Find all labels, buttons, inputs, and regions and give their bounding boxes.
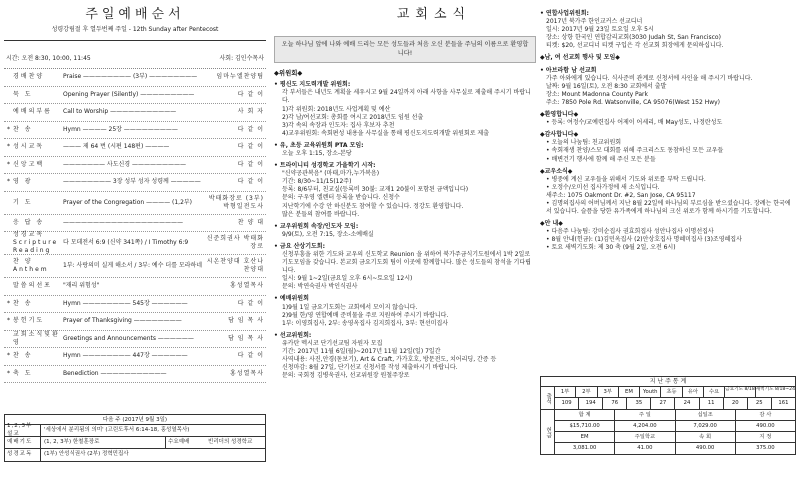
order-item-desc: Praise ———————— (3부) ————————: [63, 73, 198, 81]
attendance-value: 109: [555, 398, 579, 409]
offering-cell: EM: [555, 432, 615, 442]
welcome-banner: 오늘 하나님 앞에 나와 예배 드리는 모든 성도들과 처음 오신 분들을 주님의 이름으로 환영합니다!: [274, 36, 536, 63]
attendance-header: EM: [619, 387, 640, 397]
offering-cell: 지 정: [759, 434, 772, 440]
order-row: [4, 296, 266, 314]
news-item-line: "신약공관복음" (마태,마가,누가복음): [282, 170, 380, 178]
order-item-leader: 다 같 이: [237, 178, 264, 186]
offering-cell: 490.00: [756, 423, 775, 429]
attendance-header: 유아: [683, 387, 704, 397]
order-row: [4, 69, 266, 87]
next-week-row: [5, 425, 265, 437]
news-title: 교회소식: [396, 7, 472, 22]
order-item-name: 축 도: [13, 369, 33, 377]
news-item-line: 티켓: $20, 선교디너 티켓 구입은 각 선교회 회장에게 문의하십니다.: [546, 42, 724, 50]
order-item-name: 신앙고백: [13, 160, 45, 168]
attendance-value: 161: [778, 400, 789, 406]
order-item-desc: Opening Prayer (Silently) —————————: [63, 90, 195, 98]
order-item-desc: Greetings and Announcements ——————: [63, 334, 194, 342]
news-item-line: 유카탄 멕시코 단기선교팀 자원자 모집: [282, 339, 383, 347]
news-item-line: 문의: 국회정 김병욱권사, 선교위원장 원철주장로: [282, 372, 410, 380]
order-row: [4, 174, 266, 192]
order-list: [4, 68, 266, 383]
attendance-header: Youth: [640, 387, 661, 397]
order-item-leader: 다 같 이: [237, 125, 264, 133]
attendance-value: 20: [724, 398, 748, 409]
order-item-desc: "재리 위험성": [63, 282, 100, 290]
order-item-name: 기 도: [13, 198, 33, 206]
offering-row: [555, 432, 795, 443]
offering-cell: 십일조: [676, 410, 736, 420]
offering-cell: 490.00: [676, 443, 736, 454]
news-item: [540, 67, 796, 107]
order-item-name: 성경교독 Scripture Reading: [13, 231, 59, 255]
news-item-line: 주소: 7850 Pole Rd. Watsonville, CA 95076(West 152 Hwy): [546, 98, 721, 106]
offering-cell: $15,710.00: [555, 421, 615, 431]
offering-row: [555, 410, 795, 421]
news-item-line: 오늘 오후 1:15, 장소-본당: [282, 149, 352, 157]
order-item-name: 찬 송: [13, 125, 33, 133]
order-item-name: 응 답 송: [13, 218, 45, 226]
order-row: [4, 255, 266, 278]
order-item-desc: ——— 제 64 번 (시편 148편) ————: [63, 143, 170, 151]
order-item-name: 말씀의선포: [13, 282, 52, 290]
news-item-line: 많은 분들의 참여를 바랍니다.: [282, 210, 360, 218]
next-week-value: (1부) 안성식권사 (2부) 정혁민집사: [44, 451, 129, 458]
news-item-heading: • 금요 산상기도회:: [274, 242, 325, 250]
news-item-line: 지난학기에 수강 안 하신분도 참여할 수 있습니다. 정강도 환영합니다.: [282, 202, 464, 210]
offering-cell: 합 계: [555, 410, 615, 420]
news-item-line: • 속회재생 찬양/스모 대회를 위해 주크리스도 동참하신 모든 교우들: [546, 147, 724, 155]
attendance-value: 11: [700, 398, 724, 409]
attendance-value: 194: [579, 398, 603, 409]
news-item-line: • 병중에 계신 교우들을 위해서 기도와 위로를 부탁 드립니다.: [546, 175, 706, 183]
committee-heading: ◆위원회◆: [274, 68, 303, 77]
news-item-line: 9/9(토), 오전 7:15, 장소-소예배실: [282, 230, 374, 238]
news-item-line: 각 부서들은 내년도 계획을 세우시고 9월 24일까지 아래 사항을 사무실로 제출해 주시기 바랍니다.: [282, 89, 531, 105]
order-item-name: 찬 양 Anthem: [13, 258, 49, 274]
news-item-line: • 토요 새벽기도회: 제 30 축 (9월 2일, 오전 6시): [546, 244, 676, 252]
order-row: [4, 122, 266, 140]
news-item-line: 사역내용: 사진,안경(돋보기), Art & Craft, 가가호호, 방문전도, 치어리딩, 간증 등: [282, 356, 497, 364]
order-item-name: 묵 도: [13, 90, 33, 98]
stats-head: 지 난 주 통 계: [541, 377, 795, 387]
order-row: [4, 215, 266, 233]
standing-mark: *: [7, 369, 10, 377]
order-row: [4, 139, 266, 157]
news-item-line: • 다음주 나눔팀: 강미순집사 권효희집사 성안나집사 이명선집사: [546, 228, 714, 236]
news-item-line: • 오정수/오미선 집사가정에 새 소식입니다.: [546, 183, 660, 191]
order-item-name: 성시교독: [13, 143, 45, 151]
order-row: [4, 278, 266, 296]
offering-cell: 감 사: [759, 412, 772, 418]
offering-cell: 3,081.00: [555, 443, 615, 454]
standing-mark: *: [7, 160, 10, 168]
offering-row: [555, 443, 795, 454]
worship-subtitle: 성령강림절 후 열두번째 주일 - 12th Sunday after Pentecost: [4, 26, 266, 41]
news-item-line: 2017년 북가주 한인교커스 선교디너: [546, 18, 643, 26]
standing-mark: *: [7, 352, 10, 360]
order-item-name: 영 광: [13, 178, 33, 186]
order-item-desc: ————————————————————: [63, 218, 183, 226]
next-week-row: [5, 437, 265, 449]
news-item-heading: • 아브라함 남 선교회: [540, 66, 597, 74]
news-item-heading: • 연합사업위원회:: [540, 10, 589, 17]
order-item-name: 예배의부름: [13, 108, 52, 116]
next-week-value-2: 빈리더의 성경학교: [208, 438, 253, 445]
attendance-header: 수요: [704, 387, 725, 397]
news-item: [274, 81, 536, 138]
news-item-line: 문의: 박연숙권사 박인식권사: [282, 283, 358, 291]
news-item-line: 신청부흥을 위한 기도와 교우의 신도학교 Reunion 을 위하여 북가주금식기도원에서 1박 2일로 기도모임을 갖습니다. 본교회 금요기도회 팀이 이곳에 함께합니다. 많은 성도들의 참석을 기다립니다.: [282, 251, 531, 275]
offering-cell: 주 일: [615, 410, 675, 420]
next-week-row: [5, 449, 265, 461]
order-item-leader: 임마누엘찬양팀: [216, 73, 264, 81]
order-row: [4, 192, 266, 215]
standing-mark: *: [7, 317, 10, 325]
order-item-leader: 찬 양 대: [237, 218, 264, 226]
news-item-heading: ◆교우소식◆: [540, 167, 573, 175]
offering-cell: 7,029.00: [676, 421, 736, 431]
next-week-label: 1,2,3부 설교: [5, 425, 41, 436]
attendance-table: [541, 387, 795, 410]
standing-mark: *: [7, 125, 10, 133]
attendance-header: 2부: [576, 387, 597, 397]
news-item: [274, 162, 536, 219]
order-item-leader: 홍성열목사: [230, 282, 264, 290]
news-item: [274, 142, 536, 158]
times-label: 시간: 오전 8:30, 10:00, 11:45: [6, 55, 91, 63]
news-item-line: 신청마감: 8월 27일, 단기선교 신청서를 작성 제출하시기 바랍니다.: [282, 364, 458, 372]
order-item-desc: ———————— 3장 성부 성자 성령께 —————: [63, 178, 201, 186]
order-item-leader: 박태화장로 (3부) 박형일전도사: [208, 194, 264, 210]
news-column-2: [540, 6, 796, 482]
news-item-line: 기간: 2017년 11월 6일(월)~2017년 11월 12일(일) 7일간: [282, 348, 441, 356]
order-row: [4, 87, 266, 105]
order-item-leader: 다 같 이: [237, 143, 264, 151]
order-item-name: 찬 송: [13, 352, 33, 360]
news-item-line: 일시: 9월 1~2일(금요일 오후 6시~토요일 12시): [282, 275, 413, 283]
order-item-leader: 신준희권사 박태화장로: [206, 235, 264, 251]
order-item-desc: Hymn ———————— 447장 ——————: [63, 352, 188, 360]
news-item-heading: • 선교위원회:: [274, 331, 312, 339]
order-item-desc: Hymn ———————— 545장 ——————: [63, 299, 188, 307]
offering-cell: 375.00: [756, 445, 775, 451]
presider-label: 사회: 김인수목사: [219, 55, 264, 63]
news-item-line: 장소: 상항 한국인 연합감리교회(3030 Judah St, San Francisco): [546, 34, 721, 42]
offering-cell: 주일학교: [615, 432, 675, 442]
order-row: [4, 232, 266, 255]
news-item-line: 날짜: 9월 16일(토), 오전 8:30 교회에서 출발: [546, 82, 667, 90]
news-item-heading: ◆안 내◆: [540, 220, 563, 228]
attendance-value: 35: [627, 398, 651, 409]
order-item-desc: Call to Worship ———————————: [63, 108, 177, 116]
order-item-desc: 다 모데전서 6:9 (신약 341쪽) / I Timothy 6:9: [63, 239, 189, 247]
news-item-heading: • 트라이니티 성경학교 가을학기 시작:: [274, 162, 376, 170]
next-week-label: 예배기도: [5, 437, 41, 448]
news-item-line: 4)교우위원회: 속회편성 내용을 사무실을 통해 평신도지도력개발 위원회로 제출: [282, 129, 490, 137]
order-item-leader: 다 같 이: [237, 299, 264, 307]
offering-side-label: 헌금: [541, 410, 555, 454]
news-item: [274, 332, 536, 381]
news-item-line: 1부: 이영희집사, 2부: 송영옥집사 김지희집사, 3부: 현선미집사: [282, 319, 449, 327]
offering-cell: 4,204.00: [615, 421, 675, 431]
news-item-line: 등록: 8/6부터, 친교실(등록비 30불: 교재1 20불이 포함된 금액입니다): [282, 186, 469, 194]
offering-row: [555, 421, 795, 432]
news-item-line: • 등록: 여정수/교예련집사 어제이 어세리, 배 May성도, 나정란성도: [546, 119, 723, 127]
order-item-leader: 시온찬양대 호산나찬양대: [206, 258, 264, 274]
attendance-header: 3부: [598, 387, 619, 397]
news-item-heading: ◆감사합니다◆: [540, 131, 579, 139]
offering-table: [541, 410, 795, 454]
news-item: [274, 223, 536, 239]
order-row: [4, 331, 266, 349]
service-times: [4, 55, 266, 63]
next-week-value: (1, 2, 3부) 한철훈장로: [44, 438, 100, 445]
news-item: [540, 220, 796, 252]
order-item-name: 봉헌기도: [13, 317, 45, 325]
weekly-stats-table: [540, 376, 796, 455]
news-item-line: • 오늘의 나눔팀: 친교위원회: [546, 139, 622, 147]
order-item-leader: 홍성열목사: [230, 369, 264, 377]
news-item-line: • 8월 안내(헌금): (1)김민옥집사 (2)안상호집사 명혜미집사 (3)조영혜집사: [546, 236, 742, 244]
news-item-heading: • 예배위원회: [274, 295, 309, 303]
attendance-value: 76: [603, 398, 627, 409]
attendance-side-label: 출석: [541, 387, 555, 409]
attendance-value: 25: [748, 398, 772, 409]
order-item-leader: 다 같 이: [237, 90, 264, 98]
order-item-leader: 다 같 이: [237, 160, 264, 168]
news-item-heading: • 평신도 지도력개발 위원회:: [274, 81, 351, 89]
order-item-desc: Hymn ———— 25장 —————————: [63, 125, 178, 133]
order-row: [4, 157, 266, 175]
next-week-value: '세상에서 분리됨의 의미' (고린도후서 6:14-18, 홍성열목사): [44, 426, 190, 433]
news-item-line: • 김명의집사의 어버님께서 지난 8월 22일에 하나님의 부르심을 받으셨습니다. 장례는 한국에서 있습니다. 슬픔을 당한 유가족에게 하나님의 크신 위로가 함께 하시기를 기도합니다.: [546, 199, 791, 216]
attendance-value: 27: [651, 398, 675, 409]
news-item: [540, 131, 796, 163]
order-item-desc: Prayer of Thanksgiving ————————: [63, 317, 182, 325]
news-column-1: [274, 6, 536, 482]
news-item-line: 2)9월 한/영 연합예배 준비물을 주로 지원하여 주시기 바랍니다.: [282, 311, 449, 319]
news-item-line: 1)각 위원회: 2018년도 사업계획 및 예산: [282, 105, 391, 113]
news-item: [540, 111, 796, 127]
news-item-line: 3)각 속의 속장과 인도자: 집사 후보자 추천: [282, 121, 395, 129]
news-item-heading: • 유, 초등 교육위원회 PTA 모임:: [274, 141, 364, 149]
order-item-desc: ——————— 사도신경 —————————: [63, 160, 186, 168]
order-item-leader: 다 같 이: [237, 352, 264, 360]
order-item-desc: Benediction ———————————: [63, 369, 167, 377]
news-item-line: 2)각 남/여선교회: 총회를 여시고 2018년도 임원 선출: [282, 113, 424, 121]
worship-order-title: 주일예배순서: [85, 7, 185, 22]
attendance-header: 초등: [661, 387, 682, 397]
news-item-line: 일시: 2017년 9월 23일 토요일 오후 5시: [546, 26, 654, 34]
news-item-heading: • 교우위원회 속장/인도자 모임:: [274, 222, 359, 230]
news-item: [274, 295, 536, 327]
attendance-value: 24: [675, 398, 699, 409]
standing-mark: *: [7, 299, 10, 307]
next-week-label: 성경교독: [5, 449, 41, 461]
next-week-label-2: 수요예배: [165, 437, 205, 448]
order-item-leader: 담 임 목 사: [228, 317, 264, 325]
standing-mark: *: [7, 178, 10, 186]
attendance-header: 새벽기도 8/18~24: [755, 387, 796, 392]
news-item: [540, 10, 796, 50]
news-item-line: 새주소: 1075 Oakmont Dr. #2, San Jose, CA 95117: [546, 191, 696, 199]
next-week-head: 다음 주 (2017년 9월 3일): [5, 415, 265, 425]
news-item-line: • 배변건기 행사에 함께 해 주신 모든 분들: [546, 155, 656, 163]
news-item-line: 가주 아와에게 있습니다. 식사준비 관계로 신청서에 사인을 해 주시기 바랍니다.: [546, 74, 753, 82]
news-item: [274, 243, 536, 292]
order-item-name: 찬 송: [13, 299, 33, 307]
order-row: [4, 313, 266, 331]
attendance-header: 1부: [555, 387, 576, 397]
news-item: [540, 54, 796, 62]
order-item-leader: 담 임 목 사: [228, 334, 264, 342]
news-item-line: 기간: 8/30~11/15(12주): [282, 178, 352, 186]
order-item-desc: Prayer of the Congregation ———— (1,2부): [63, 198, 193, 206]
order-item-name: 경배찬양: [13, 73, 45, 81]
news-item-line: 장소: Mount Madonna County Park: [546, 90, 648, 98]
order-item-desc: 1부: 사랑의미 실게 해소서 / 3부: 예수 더를 모라하네: [63, 262, 203, 270]
news-item-line: 문의: 구우영 엘렌터 등록을 받습니다. 신청수: [282, 194, 400, 202]
worship-order-column: [4, 6, 266, 482]
news-item: [540, 168, 796, 217]
attendance-header: 금요기도 8/18: [725, 387, 756, 397]
news-item-line: 1)9월 1일 금요기도회는 교회에서 모이지 않습니다.: [282, 303, 418, 311]
next-week-table: [4, 414, 266, 462]
news-item-heading: ◆환영합니다◆: [540, 111, 579, 119]
order-row: [4, 348, 266, 366]
standing-mark: *: [7, 143, 10, 151]
order-row: [4, 104, 266, 122]
order-row: [4, 366, 266, 384]
order-item-name: 교회소식및환영: [13, 330, 60, 346]
news-item-heading: ◆남, 여 선교회 행사 및 모임◆: [540, 54, 620, 62]
order-item-leader: 사 회 자: [237, 108, 264, 116]
offering-cell: 속 회: [676, 432, 736, 442]
offering-cell: 41.00: [615, 443, 675, 454]
